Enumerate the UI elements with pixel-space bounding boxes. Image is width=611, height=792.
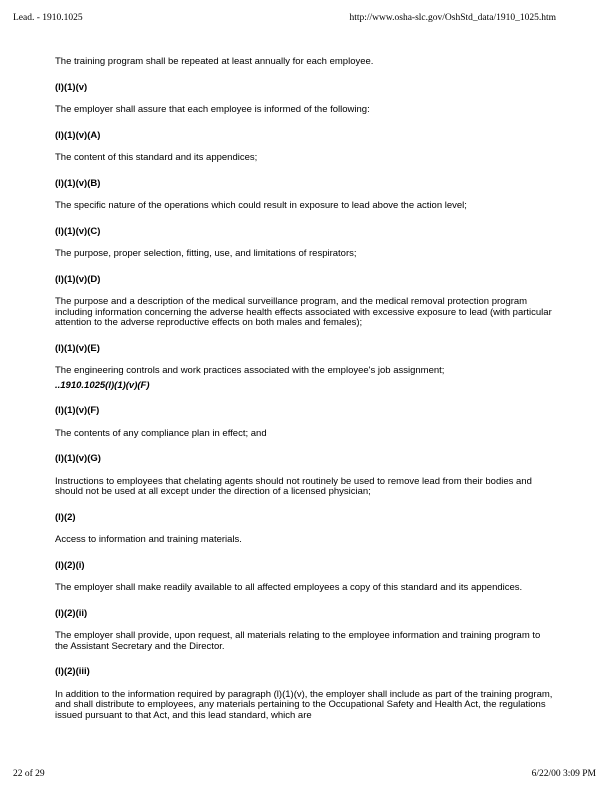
paragraph-text: The employer shall provide, upon request, all materials relating to the employee information and training program to the Assistant Secretary and the Director. bbox=[55, 630, 541, 652]
section-heading: (l)(2) bbox=[55, 511, 76, 523]
section-heading: (l)(2)(ii) bbox=[55, 607, 88, 619]
paragraph-text: The content of this standard and its appendices; bbox=[55, 152, 258, 163]
paragraph-text: Access to information and training materials. bbox=[55, 534, 242, 545]
paragraph-text: The employer shall make readily available to all affected employees a copy of this standard and its appendices. bbox=[55, 582, 523, 593]
section-heading: (l)(2)(iii) bbox=[55, 666, 90, 677]
paragraph-text: The specific nature of the operations which could result in exposure to lead above the action level; bbox=[55, 200, 467, 211]
footer-page-number: 22 of 29 bbox=[13, 769, 45, 779]
paragraph-text: The contents of any compliance plan in effect; and bbox=[55, 427, 267, 439]
footer-timestamp: 6/22/00 3:09 PM bbox=[531, 769, 596, 779]
section-heading: (l)(1)(v)(C) bbox=[55, 225, 101, 237]
section-heading: (l)(1)(v)(E) bbox=[55, 342, 100, 354]
section-heading: (l)(1)(v)(G) bbox=[55, 453, 101, 464]
paragraph-text: In addition to the information required by paragraph (l)(1)(v), the employer shall include as part of the training program, and shall distribute to employees, any materials pertaining to the Occupational Safety and Health Act, the regulations issued pursuant to that Act, and this lead standard, which are bbox=[55, 688, 553, 721]
paragraph-text: The purpose, proper selection, fitting, use, and limitations of respirators; bbox=[55, 248, 357, 259]
paragraph-text: The training program shall be repeated at least annually for each employee. bbox=[55, 56, 374, 67]
paragraph-text: The employer shall assure that each employee is informed of the following: bbox=[55, 104, 370, 115]
section-heading: (l)(1)(v)(A) bbox=[55, 129, 101, 141]
paragraph-text: The engineering controls and work practices associated with the employee's job assignment; bbox=[55, 365, 445, 376]
section-heading: (l)(1)(v) bbox=[55, 81, 88, 93]
print-header bbox=[13, 13, 556, 24]
section-heading: (l)(1)(v)(F) bbox=[55, 405, 100, 416]
header-source-url: http://www.osha-slc.gov/OshStd_data/1910_1025.htm bbox=[349, 13, 556, 23]
print-footer bbox=[13, 769, 596, 780]
paragraph-text: Instructions to employees that chelating agents should not routinely be used to remove lead from their bodies and should not be used at all except under the direction of a licensed physician; bbox=[55, 475, 532, 497]
standard-reference: ..1910.1025(l)(1)(v)(F) bbox=[55, 379, 150, 391]
section-heading: (l)(1)(v)(D) bbox=[55, 273, 101, 285]
document-body bbox=[55, 45, 555, 721]
header-document-title: Lead. - 1910.1025 bbox=[13, 13, 83, 23]
section-heading: (l)(2)(i) bbox=[55, 559, 85, 571]
paragraph-text: The purpose and a description of the medical surveillance program, and the medical removal protection program including information concerning the adverse health effects associated with excessive exposure to lead (with particular attention to the adverse reproductive effects on both males and females); bbox=[55, 296, 552, 328]
section-heading: (l)(1)(v)(B) bbox=[55, 177, 101, 189]
